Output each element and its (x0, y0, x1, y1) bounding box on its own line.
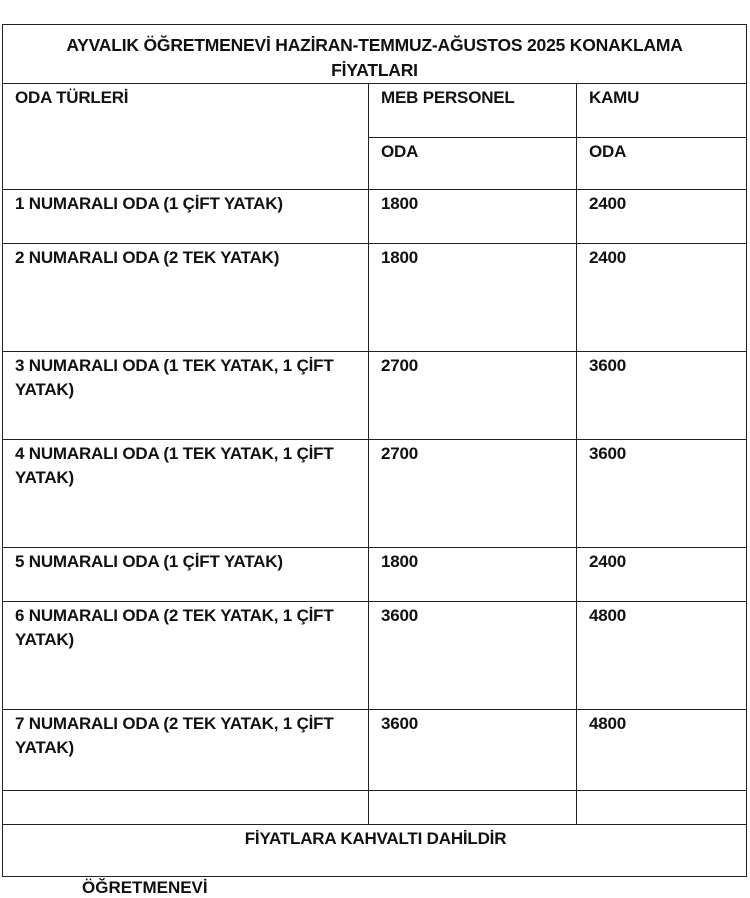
kamu-price: 4800 (577, 602, 747, 710)
meb-price: 2700 (369, 440, 577, 548)
meb-price: 1800 (369, 190, 577, 244)
kamu-price: 2400 (577, 244, 747, 352)
meb-price: 1800 (369, 548, 577, 602)
room-name: 6 NUMARALI ODA (2 TEK YATAK, 1 ÇİFT YATAK) (3, 602, 369, 710)
table-row (3, 710, 747, 791)
header-meb-personel: MEB PERSONEL (369, 84, 577, 138)
table-row (3, 602, 747, 710)
table-row (3, 190, 747, 244)
header-row (3, 84, 747, 138)
subheader-kamu-oda: ODA (577, 138, 747, 190)
room-name: 4 NUMARALI ODA (1 TEK YATAK, 1 ÇİFT YATAK) (3, 440, 369, 548)
meb-price: 3600 (369, 602, 577, 710)
table-title: AYVALIK ÖĞRETMENEVİ HAZİRAN-TEMMUZ-AĞUSTOS 2025 KONAKLAMA FİYATLARI (3, 25, 747, 84)
empty-cell (3, 791, 369, 825)
room-name: 3 NUMARALI ODA (1 TEK YATAK, 1 ÇİFT YATAK) (3, 352, 369, 440)
price-table (2, 24, 747, 877)
kamu-price: 2400 (577, 548, 747, 602)
meb-price: 2700 (369, 352, 577, 440)
subheader-meb-oda: ODA (369, 138, 577, 190)
meb-price: 3600 (369, 710, 577, 791)
kamu-price: 4800 (577, 710, 747, 791)
table-row (3, 244, 747, 352)
room-name: 5 NUMARALI ODA (1 ÇİFT YATAK) (3, 548, 369, 602)
price-sheet (2, 24, 746, 877)
table-row (3, 548, 747, 602)
cut-off-text: ÖĞRETMENEVİ (82, 878, 208, 897)
footer-row (3, 825, 747, 877)
empty-row (3, 791, 747, 825)
kamu-price: 2400 (577, 190, 747, 244)
header-room-types: ODA TÜRLERİ (3, 84, 369, 190)
breakfast-note: FİYATLARA KAHVALTI DAHİLDİR (3, 825, 747, 877)
empty-cell (577, 791, 747, 825)
room-name: 1 NUMARALI ODA (1 ÇİFT YATAK) (3, 190, 369, 244)
meb-price: 1800 (369, 244, 577, 352)
empty-cell (369, 791, 577, 825)
header-kamu: KAMU (577, 84, 747, 138)
title-row (3, 25, 747, 84)
table-row (3, 352, 747, 440)
table-row (3, 440, 747, 548)
kamu-price: 3600 (577, 352, 747, 440)
room-name: 7 NUMARALI ODA (2 TEK YATAK, 1 ÇİFT YATAK) (3, 710, 369, 791)
room-name: 2 NUMARALI ODA (2 TEK YATAK) (3, 244, 369, 352)
kamu-price: 3600 (577, 440, 747, 548)
